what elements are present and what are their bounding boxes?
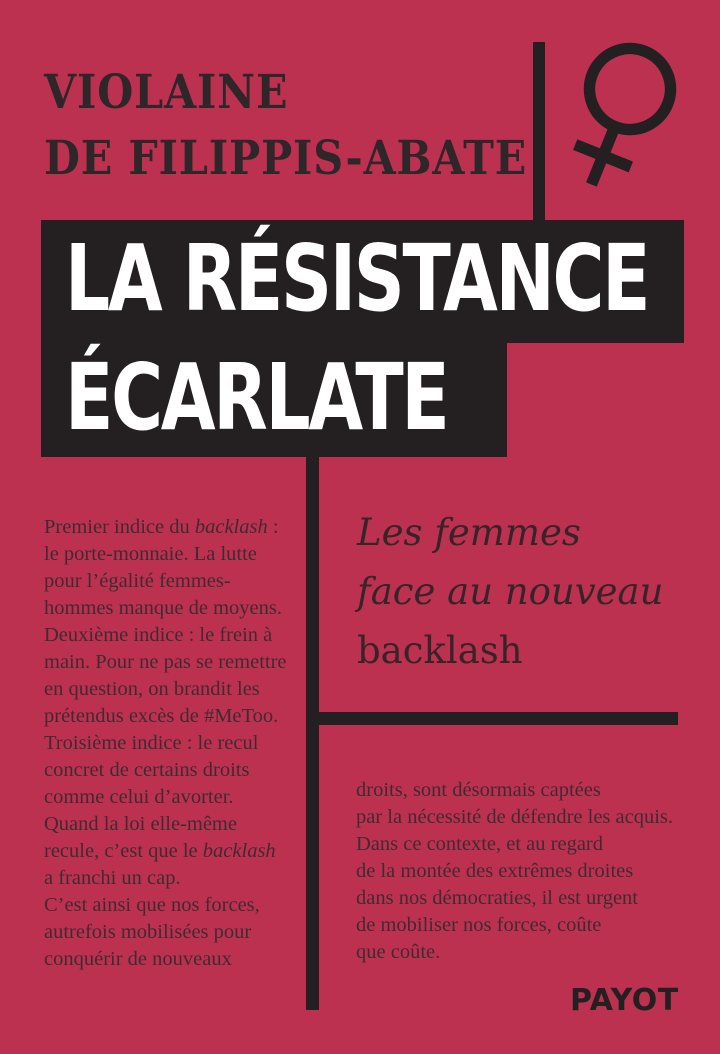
- text-line: Premier indice du backlash :: [44, 516, 279, 538]
- center-vertical-rule: [306, 455, 319, 1010]
- text-line: de mobiliser nos forces, coûte: [356, 914, 602, 936]
- text-line: main. Pour ne pas se remettre: [44, 651, 287, 673]
- publisher-logo: PAYOT: [570, 983, 679, 1018]
- text-line: C’est ainsi que nos forces,: [44, 894, 260, 916]
- author-line-2: DE FILIPPIS-ABATE: [44, 131, 528, 186]
- left-column-text: [44, 514, 287, 973]
- right-column-text: [356, 777, 673, 966]
- title-line-2: ÉCARLATE: [65, 343, 448, 451]
- venus-female-icon: [556, 20, 706, 210]
- horizontal-rule: [306, 712, 678, 725]
- subtitle-line-3: backlash: [357, 629, 523, 672]
- text-line: a franchi un cap.: [44, 867, 181, 889]
- text-line: Troisième indice : le recul: [44, 732, 259, 754]
- text-line: le porte-monnaie. La lutte: [44, 543, 257, 565]
- text-line: concret de certains droits: [44, 759, 250, 781]
- text-line: conquérir de nouveaux: [44, 948, 232, 970]
- text-line: que coûte.: [356, 941, 441, 963]
- title-block-line-2: [41, 343, 507, 457]
- title-block-line-1: [41, 220, 684, 343]
- text-line: autrefois mobilisées pour: [44, 921, 252, 943]
- text-line: comme celui d’avorter.: [44, 786, 234, 808]
- author-name: [44, 60, 593, 192]
- top-vertical-rule: [533, 42, 545, 221]
- text-line: Dans ce contexte, et au regard: [356, 833, 604, 855]
- subtitle-line-2: face au nouveau: [357, 570, 664, 613]
- text-line: Quand la loi elle-même: [44, 813, 237, 835]
- text-line: prétendus excès de #MeToo.: [44, 705, 279, 727]
- subtitle-line-1: Les femmes: [357, 511, 581, 554]
- text-line: pour l’égalité femmes-: [44, 570, 231, 592]
- title-line-1: LA RÉSISTANCE: [65, 225, 649, 332]
- text-line: recule, c’est que le backlash: [44, 840, 276, 862]
- author-line-1: VIOLAINE: [44, 65, 289, 120]
- text-line: par la nécessité de défendre les acquis.: [356, 806, 674, 828]
- text-line: en question, on brandit les: [44, 678, 260, 700]
- text-line: de la montée des extrêmes droites: [356, 860, 634, 882]
- text-line: droits, sont désormais captées: [356, 779, 601, 801]
- text-line: dans nos démocraties, il est urgent: [356, 887, 639, 909]
- text-line: hommes manque de moyens.: [44, 597, 282, 619]
- subtitle: [357, 503, 663, 680]
- text-line: Deuxième indice : le frein à: [44, 624, 273, 646]
